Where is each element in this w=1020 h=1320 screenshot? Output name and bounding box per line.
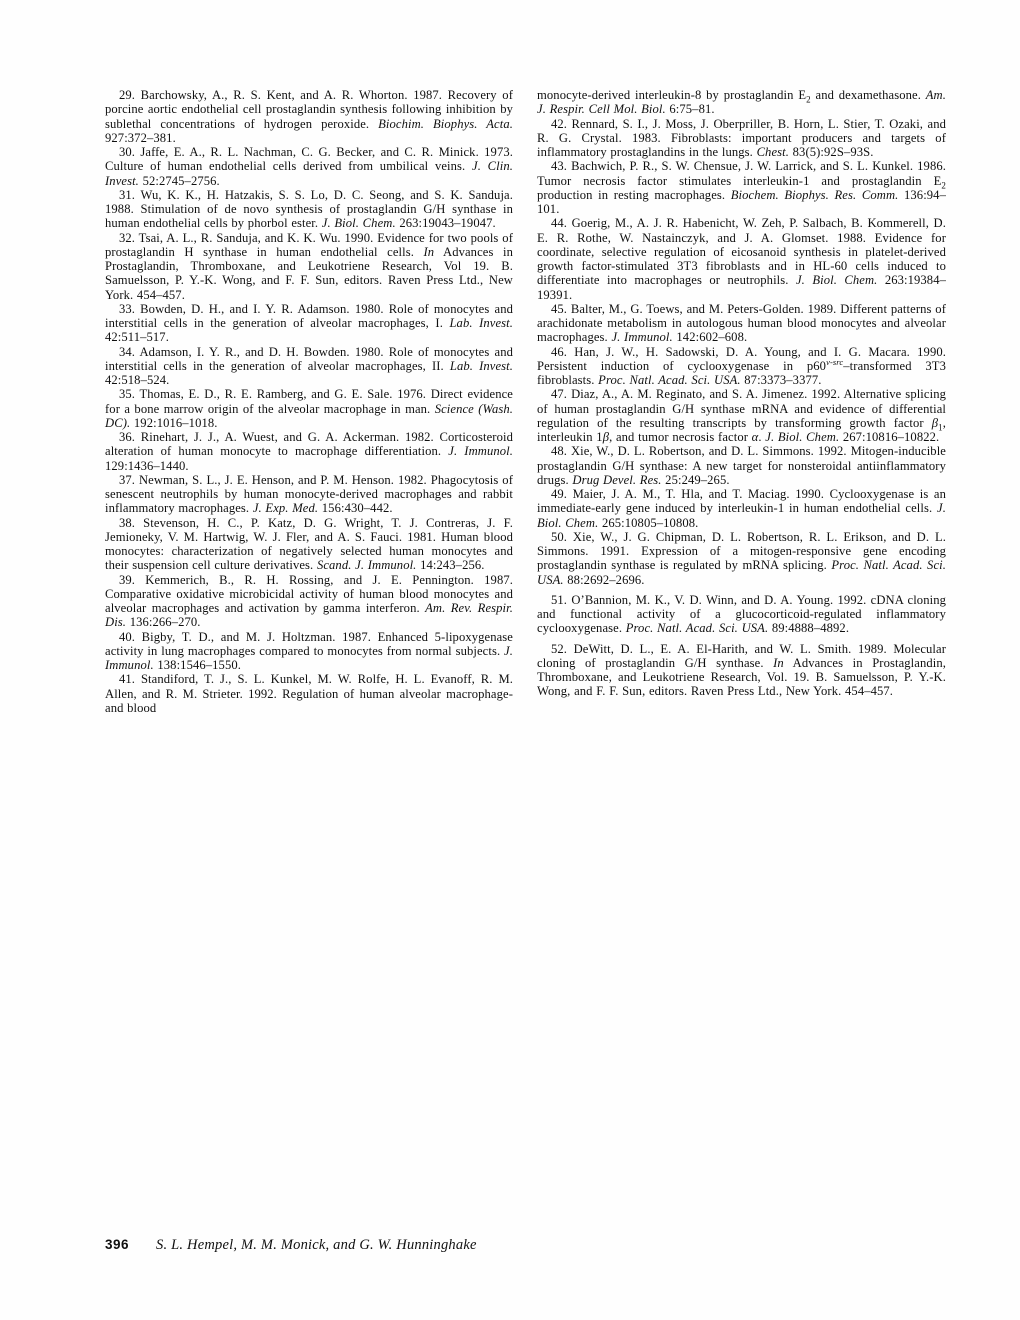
reference-item: 39. Kemmerich, B., R. H. Rossing, and J. E. Pennington. 1987. Comparative oxidative microbicidal activity of human blood monocytes and alveolar macrophages and activation by gamma interferon. Am. Rev. Respir. Dis. 136:266–270.	[105, 572, 513, 630]
reference-item: 31. Wu, K. K., H. Hatzakis, S. S. Lo, D. C. Seong, and S. K. Sanduja. 1988. Stimulation of de novo synthesis of prostaglandin G/H synthase in human endothelial cells by phorbol ester. J. Biol. Chem. 263:19043–19047.	[105, 187, 513, 231]
reference-item: 37. Newman, S. L., J. E. Henson, and P. M. Henson. 1982. Phagocytosis of senescent neutrophils by human monocyte-derived macrophages and rabbit inflammatory macrophages. J. Exp. Med. 156:430–442.	[105, 472, 513, 516]
reference-item: 34. Adamson, I. Y. R., and D. H. Bowden. 1980. Role of monocytes and interstitial cells in the generation of alveolar macrophages, II. Lab. Invest. 42:518–524.	[105, 344, 513, 387]
references-section	[105, 88, 946, 715]
reference-item: 46. Han, J. W., H. Sadowski, D. A. Young, and I. G. Macara. 1990. Persistent induction of cyclooxygenase in $p60^{v-src}$–transformed 3T3 fibroblasts. Proc. Natl. Acad. Sci. USA. 87:3373–3377.	[537, 344, 946, 387]
page-footer	[105, 1237, 477, 1254]
reference-item: 36. Rinehart, J. J., A. Wuest, and G. A. Ackerman. 1982. Corticosteroid alteration of human monocyte to macrophage differentiation. J. Immunol. 129:1436–1440.	[105, 430, 514, 473]
reference-item: 50. Xie, W., J. G. Chipman, D. L. Robertson, R. L. Erikson, and D. L. Simmons. 1991. Expression of a mitogen-responsive gene encoding prostaglandin synthase is regulated by mRNA splicing. Proc. Natl. Acad. Sci. USA. 88:2692–2696.	[537, 529, 946, 587]
reference-item: 47. Diaz, A., A. M. Reginato, and S. A. Jimenez. 1992. Alternative splicing of human prostaglandin G/H synthase mRNA and evidence of differential regulation of the resulting transcripts by transforming growth factor $\beta_1$, interleukin 1β, and tumor necrosis factor α. J. Biol. Chem. 267:10816–10822.	[537, 387, 946, 444]
reference-item: 29. Barchowsky, A., R. S. Kent, and A. R. Whorton. 1987. Recovery of porcine aortic endothelial cell prostaglandin synthesis following inhibition by sublethal concentrations of hydrogen peroxide. Biochim. Biophys. Acta. 927:372–381.	[105, 88, 513, 145]
reference-item: 35. Thomas, E. D., R. E. Ramberg, and G. E. Sale. 1976. Direct evidence for a bone marrow origin of the alveolar macrophage in man. Science (Wash. DC). 192:1016–1018.	[105, 387, 513, 430]
reference-item: 38. Stevenson, H. C., P. Katz, D. G. Wright, T. J. Contreras, J. F. Jemioneky, V. M. Hartwig, W. J. Fler, and A. S. Fauci. 1981. Human blood monocytes: characterization of negatively selected human monocytes and their suspension cell culture derivatives. Scand. J. Immunol. 14:243–256.	[105, 515, 513, 573]
reference-item: 49. Maier, J. A. M., T. Hla, and T. Maciag. 1990. Cyclooxygenase is an immediate-early gene induced by interleukin-1 in human endothelial cells. J. Biol. Chem. 265:10805–10808.	[537, 487, 946, 530]
reference-item: monocyte-derived interleukin-8 by prostaglandin $E_2$ and dexamethasone. Am. J. Respir. Cell Mol. Biol. 6:75–81.	[537, 88, 946, 117]
reference-item: 30. Jaffe, E. A., R. L. Nachman, C. G. Becker, and C. R. Minick. 1973. Culture of human endothelial cells derived from umbilical veins. J. Clin. Invest. 52:2745–2756.	[105, 145, 513, 188]
reference-item: 41. Standiford, T. J., S. L. Kunkel, M. W. Rolfe, H. L. Evanoff, R. M. Allen, and R. M. Strieter. 1992. Regulation of human alveolar macrophage- and blood	[105, 672, 513, 715]
reference-item: 32. Tsai, A. L., R. Sanduja, and K. K. Wu. 1990. Evidence for two pools of prostaglandin H synthase in human endothelial cells. In Advances in Prostaglandin, Thromboxane, and Leukotriene Research, Vol 19. B. Samuelsson, P. Y.-K. Wong, and F. F. Sun, editors. Raven Press Ltd., New York. 454–457.	[105, 230, 513, 302]
reference-item: 42. Rennard, S. I., J. Moss, J. Oberpriller, B. Horn, L. Stier, T. Ozaki, and R. G. Crystal. 1983. Fibroblasts: important producers and targets of inflammatory prostaglandins in the lungs. Chest. 83(5):92S–93S.	[537, 116, 946, 159]
page-number: 396	[105, 1237, 130, 1252]
reference-item: 33. Bowden, D. H., and I. Y. R. Adamson. 1980. Role of monocytes and interstitial cells in the generation of alveolar macrophages, I. Lab. Invest. 42:511–517.	[105, 301, 513, 345]
reference-item: 48. Xie, W., D. L. Robertson, and D. L. Simmons. 1992. Mitogen-inducible prostaglandin G/H synthase: A new target for nonsteroidal antiinflammatory drugs. Drug Devel. Res. 25:249–265.	[537, 444, 946, 487]
reference-item: 45. Balter, M., G. Toews, and M. Peters-Golden. 1989. Different patterns of arachidonate metabolism in autologous human blood monocytes and alveolar macrophages. J. Immunol. 142:602–608.	[537, 301, 946, 345]
footer-authors: S. L. Hempel, M. M. Monick, and G. W. Hunninghake	[156, 1237, 477, 1253]
references-column-left	[105, 88, 513, 715]
reference-item: 52. DeWitt, D. L., E. A. El-Harith, and W. L. Smith. 1989. Molecular cloning of prostaglandin G/H synthase. In Advances in Prostaglandin, Thromboxane, and Leukotriene Research, Vol. 19. B. Samuelsson, P. Y.-K. Wong, and F. F. Sun, editors. Raven Press Ltd., New York. 454–457.	[537, 641, 947, 699]
references-column-right	[537, 88, 946, 715]
reference-item: 44. Goerig, M., A. J. R. Habenicht, W. Zeh, P. Salbach, B. Kommerell, D. E. R. Rothe, W. Nastainczyk, and J. A. Glomset. 1988. Evidence for coordinate, selective regulation of eicosanoid synthesis in platelet-derived growth factor-stimulated 3T3 fibroblasts and in HL-60 cells induced to differentiate into macrophages or neutrophils. J. Biol. Chem. 263:19384–19391.	[537, 216, 946, 302]
reference-item: 43. Bachwich, P. R., S. W. Chensue, J. W. Larrick, and S. L. Kunkel. 1986. Tumor necrosis factor stimulates interleukin-1 and prostaglandin $E_2$ production in resting macrophages. Biochem. Biophys. Res. Comm. 136:94–101.	[537, 159, 946, 216]
reference-item: 40. Bigby, T. D., and M. J. Holtzman. 1987. Enhanced 5-lipoxygenase activity in lung macrophages compared to monocytes from normal subjects. J. Immunol. 138:1546–1550.	[105, 629, 513, 672]
reference-item: 51. O’Bannion, M. K., V. D. Winn, and D. A. Young. 1992. cDNA cloning and functional activity of a glucocorticoid-regulated inflammatory cyclooxygenase. Proc. Natl. Acad. Sci. USA. 89:4888–4892.	[537, 592, 946, 636]
